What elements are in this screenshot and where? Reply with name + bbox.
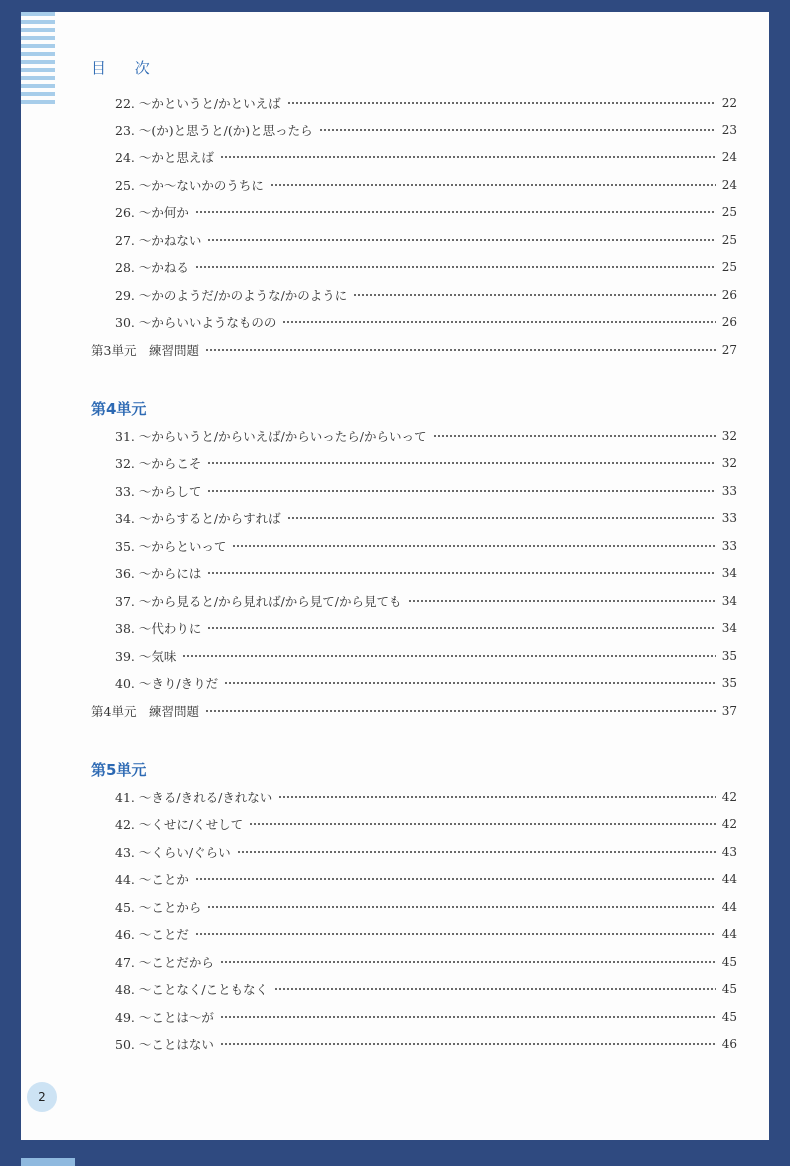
toc-entry[interactable]: 38. ～代わりに 34	[115, 621, 737, 636]
toc-entry[interactable]: 36. ～からには 34	[115, 566, 737, 581]
toc-entry[interactable]: 48. ～ことなく/こともなく 45	[115, 982, 737, 997]
toc-entry[interactable]: 39. ～気味 35	[115, 649, 737, 664]
toc-entry[interactable]: 44. ～ことか 44	[115, 872, 737, 887]
toc-entry[interactable]: 26. ～か何か 25	[115, 205, 737, 220]
decorative-strip	[21, 1158, 75, 1166]
toc-entry[interactable]: 31. ～からいうと/からいえば/からいったら/からいって 32	[115, 429, 737, 444]
toc-entry[interactable]: 30. ～からいいようなものの 26	[115, 315, 737, 330]
toc-entry[interactable]: 35. ～からといって 33	[115, 539, 737, 554]
toc-entry[interactable]: 41. ～きる/きれる/きれない 42	[115, 790, 737, 805]
toc-entry[interactable]: 42. ～くせに/くせして 42	[115, 817, 737, 832]
page-title: 目 次	[91, 59, 162, 77]
toc-entry[interactable]: 37. ～から見ると/から見れば/から見て/から見ても 34	[115, 594, 737, 609]
toc-entry[interactable]: 27. ～かねない 25	[115, 233, 737, 248]
toc-practice-entry[interactable]: 第4単元 練習問題 37	[91, 704, 737, 719]
page-number-badge: 2	[27, 1082, 57, 1112]
toc-entry[interactable]: 45. ～ことから 44	[115, 900, 737, 915]
toc-entry[interactable]: 43. ～くらい/ぐらい 43	[115, 845, 737, 860]
toc-entry[interactable]: 28. ～かねる 25	[115, 260, 737, 275]
toc-entry[interactable]: 34. ～からすると/からすれば 33	[115, 511, 737, 526]
toc-entry[interactable]: 25. ～か～ないかのうちに 24	[115, 178, 737, 193]
toc-entry[interactable]: 32. ～からこそ 32	[115, 456, 737, 471]
unit-heading: 第5単元	[91, 761, 147, 779]
toc-entry[interactable]: 22. ～かというと/かといえば 22	[115, 96, 737, 111]
unit-heading: 第4単元	[91, 400, 147, 418]
book-page	[21, 12, 769, 1140]
toc-entry[interactable]: 47. ～ことだから 45	[115, 955, 737, 970]
toc-entry[interactable]: 46. ～ことだ 44	[115, 927, 737, 942]
decorative-stripes	[21, 12, 55, 108]
toc-entry[interactable]: 29. ～かのようだ/かのような/かのように 26	[115, 288, 737, 303]
toc-practice-entry[interactable]: 第3単元 練習問題 27	[91, 343, 737, 358]
toc-entry[interactable]: 23. ～(か)と思うと/(か)と思ったら 23	[115, 123, 737, 138]
toc-entry[interactable]: 33. ～からして 33	[115, 484, 737, 499]
toc-entry[interactable]: 50. ～ことはない 46	[115, 1037, 737, 1052]
toc-entry[interactable]: 49. ～ことは～が 45	[115, 1010, 737, 1025]
toc-entry[interactable]: 24. ～かと思えば 24	[115, 150, 737, 165]
toc-entry[interactable]: 40. ～きり/きりだ 35	[115, 676, 737, 691]
